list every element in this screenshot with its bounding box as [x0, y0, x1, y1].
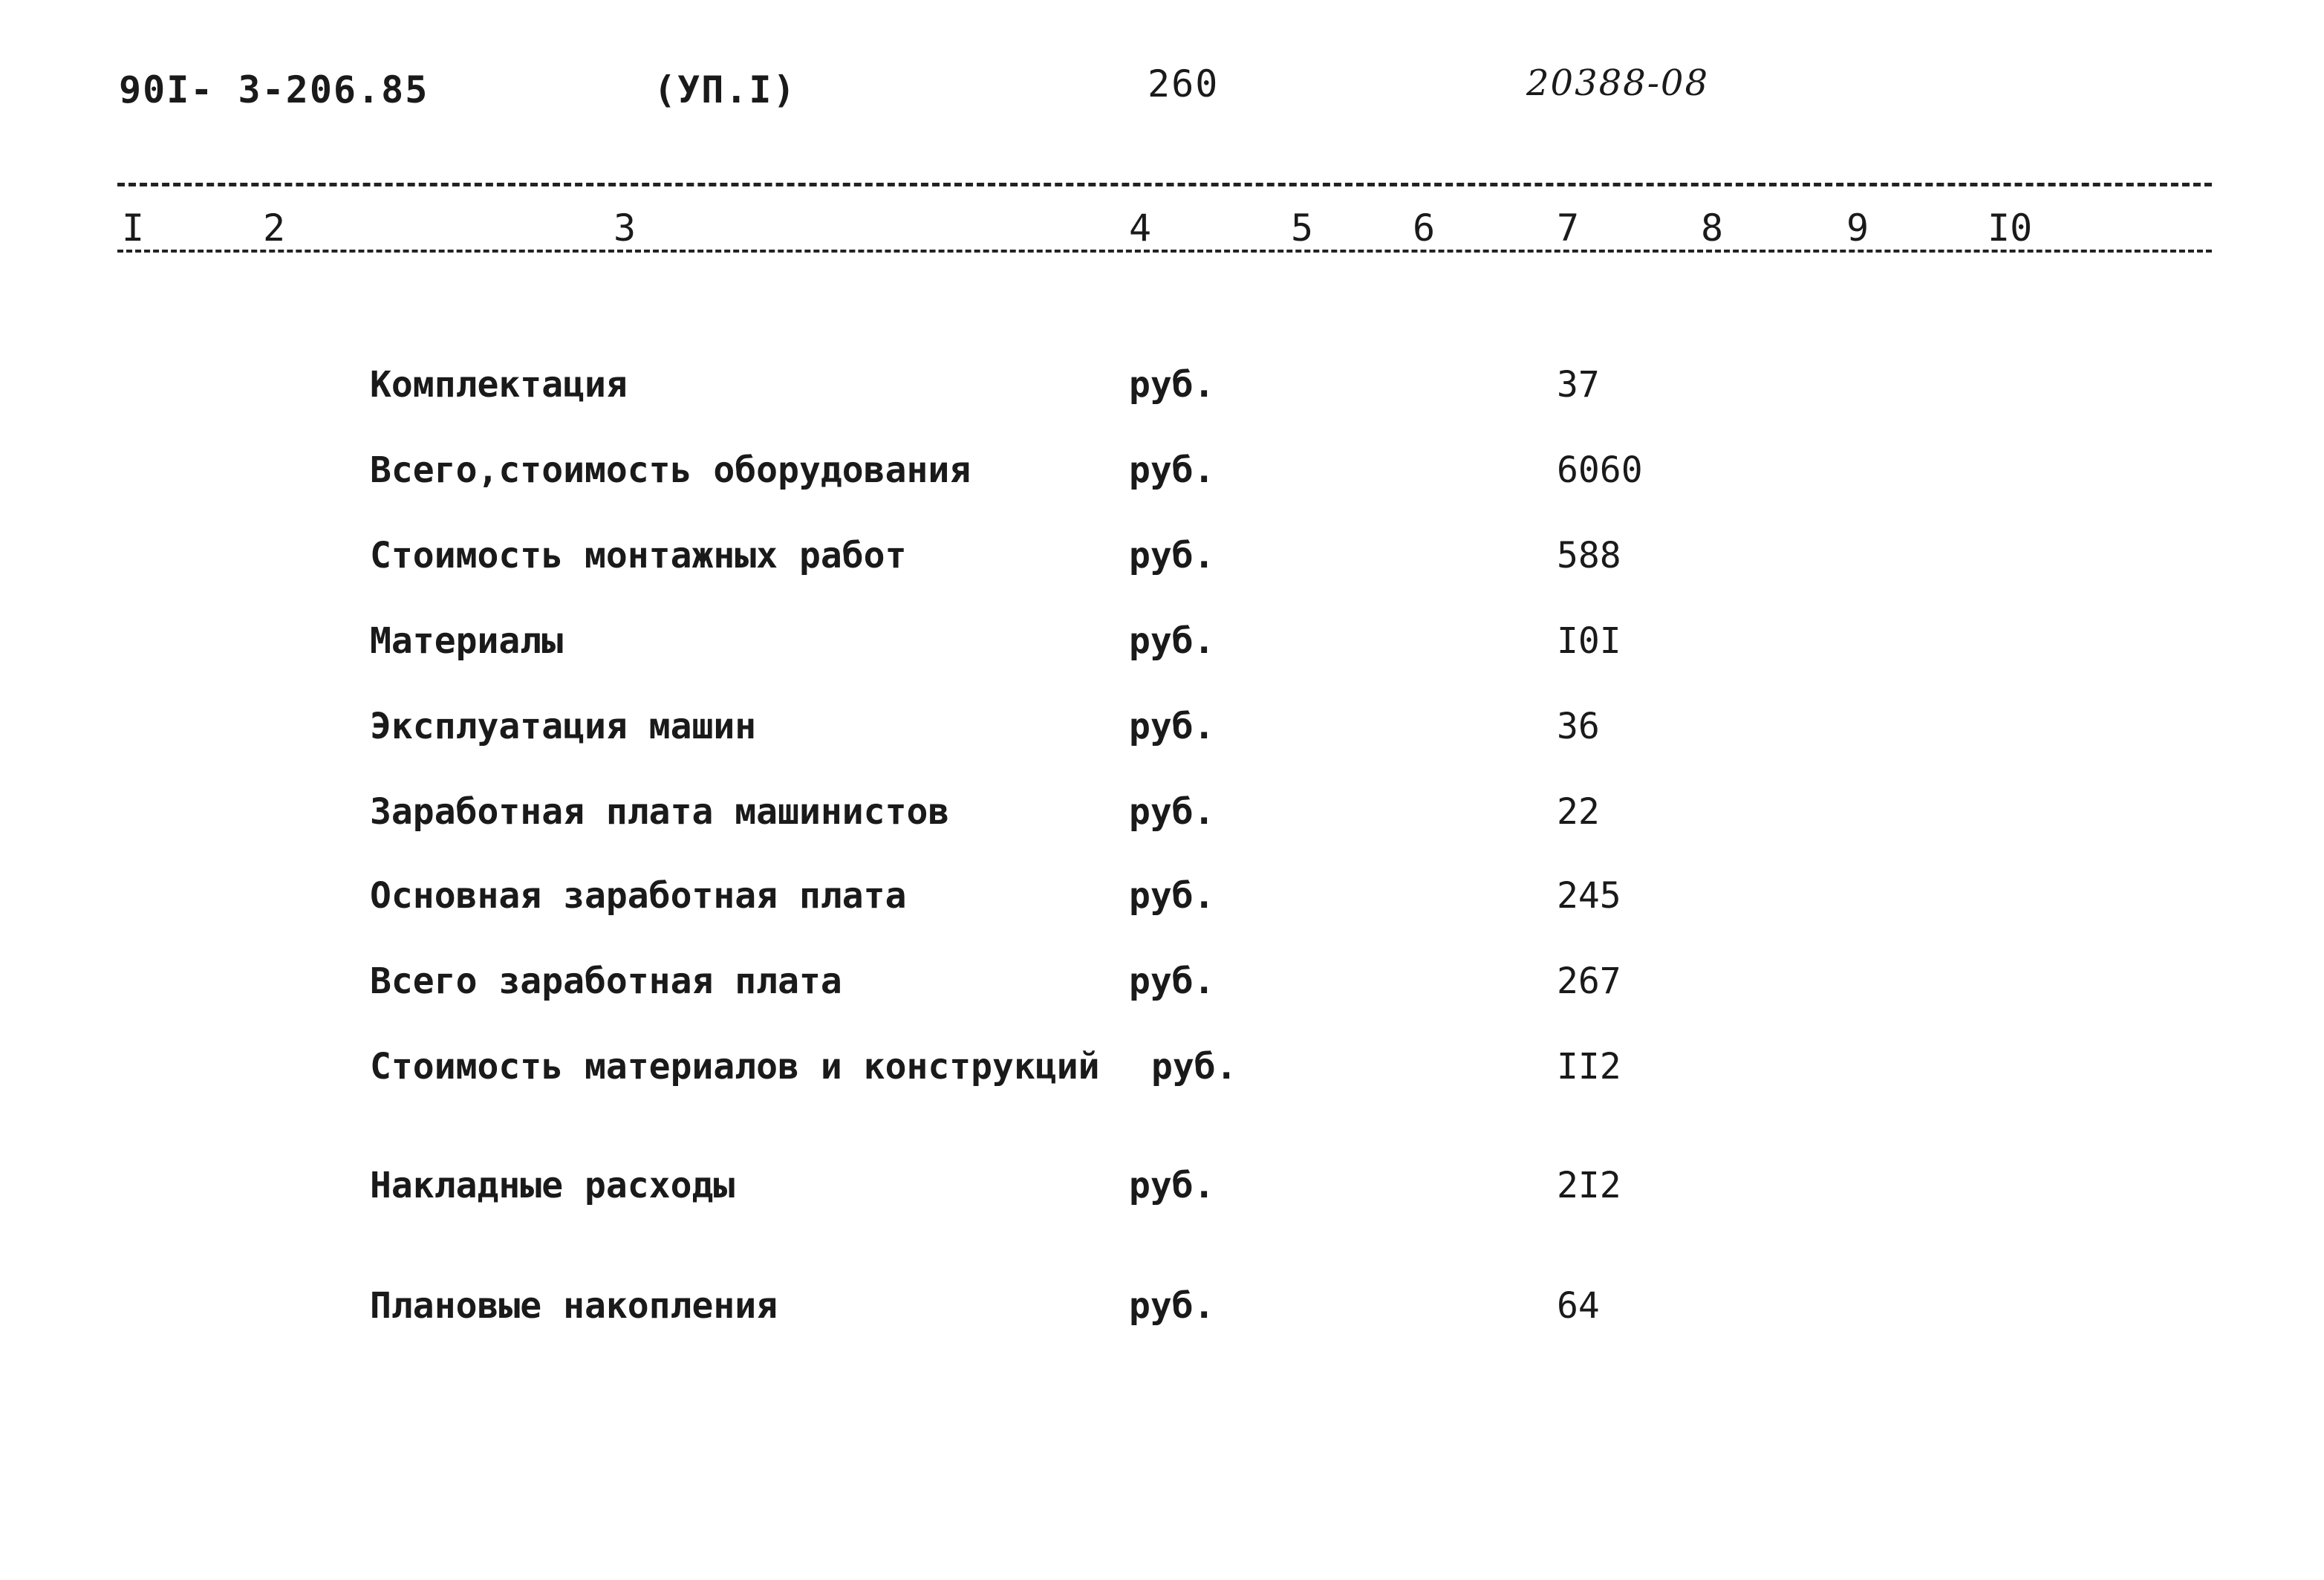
row-unit: руб.	[1129, 620, 1215, 662]
row-value: 22	[1557, 791, 1600, 833]
column-number: 2	[260, 207, 288, 250]
table-row	[0, 535, 2324, 587]
row-label: Заработная плата машинистов	[370, 791, 950, 833]
table-row	[0, 1285, 2324, 1337]
table-row	[0, 960, 2324, 1012]
row-value: 588	[1557, 535, 1621, 576]
row-label: Основная заработная плата	[370, 875, 907, 917]
row-unit: руб.	[1129, 1285, 1215, 1327]
column-number: 5	[1288, 207, 1316, 250]
column-number: 9	[1843, 207, 1872, 250]
table-row	[0, 449, 2324, 501]
row-unit: руб.	[1129, 791, 1215, 833]
column-numbers-underline	[117, 250, 2212, 253]
table-row	[0, 791, 2324, 843]
column-number: 6	[1410, 207, 1438, 250]
row-value: 245	[1557, 875, 1621, 917]
page-number: 260	[1148, 62, 1220, 105]
row-value: 64	[1557, 1285, 1600, 1327]
row-unit: руб.	[1129, 449, 1215, 491]
row-value: I0I	[1557, 620, 1621, 662]
row-label: Стоимость материалов и конструкций	[370, 1046, 1100, 1088]
row-unit: руб.	[1129, 364, 1215, 406]
row-value: 2I2	[1557, 1165, 1621, 1206]
row-label: Стоимость монтажных работ	[370, 535, 907, 576]
column-number: 8	[1698, 207, 1726, 250]
inventory-number: 20388-08	[1526, 62, 1709, 104]
row-label: Материалы	[370, 620, 564, 662]
row-unit: руб.	[1129, 1165, 1215, 1206]
row-label: Всего,стоимость оборудования	[370, 449, 971, 491]
column-number: 3	[611, 207, 639, 250]
row-label: Плановые накопления	[370, 1285, 778, 1327]
row-value: II2	[1557, 1046, 1621, 1088]
row-label: Всего заработная плата	[370, 960, 842, 1002]
column-number: 7	[1554, 207, 1582, 250]
row-unit: руб.	[1129, 960, 1215, 1002]
table-row	[0, 364, 2324, 416]
table-row	[0, 620, 2324, 672]
table-row	[0, 706, 2324, 758]
row-label: Эксплуатация машин	[370, 706, 757, 747]
row-value: 37	[1557, 364, 1600, 406]
row-unit: руб.	[1129, 535, 1215, 576]
row-unit: руб.	[1151, 1046, 1237, 1088]
column-number: I	[119, 207, 147, 250]
document-code: 90I- 3-206.85	[119, 68, 429, 111]
row-value: 267	[1557, 960, 1621, 1002]
column-number: I0	[1985, 207, 2035, 250]
table-row	[0, 1046, 2324, 1098]
row-value: 6060	[1557, 449, 1643, 491]
table-row	[0, 1165, 2324, 1217]
column-number: 4	[1126, 207, 1154, 250]
table-row	[0, 875, 2324, 927]
sheet-reference: (УП.I)	[654, 68, 797, 111]
header-divider	[117, 183, 2212, 186]
row-label: Накладные расходы	[370, 1165, 735, 1206]
row-unit: руб.	[1129, 706, 1215, 747]
row-value: 36	[1557, 706, 1600, 747]
row-unit: руб.	[1129, 875, 1215, 917]
row-label: Комплектация	[370, 364, 628, 406]
